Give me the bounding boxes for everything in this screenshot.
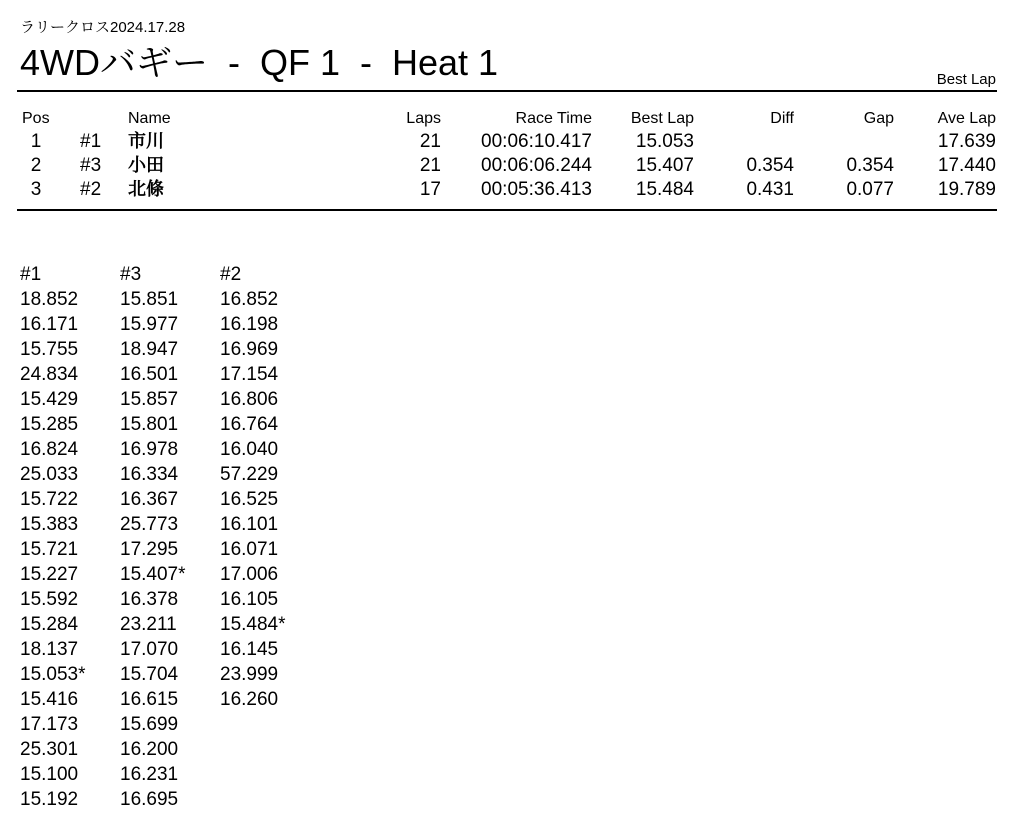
- lap-column: [120, 262, 220, 812]
- lap-column-car-number: #3: [120, 264, 142, 285]
- cell-race-time: 00:06:06.244: [481, 155, 592, 176]
- lap-time: 15.801: [120, 414, 179, 435]
- lap-time: 16.171: [20, 314, 79, 335]
- top-divider: [17, 90, 997, 92]
- lap-time: 15.285: [20, 414, 79, 435]
- cell-pos: 2: [30, 155, 42, 176]
- lap-time: 15.721: [20, 539, 79, 560]
- cell-laps: 17: [419, 179, 441, 200]
- cell-ave-lap: 19.789: [937, 179, 996, 200]
- col-header-best-lap: Best Lap: [630, 110, 694, 127]
- lap-time: 17.006: [220, 564, 279, 585]
- cell-laps: 21: [419, 131, 441, 152]
- lap-time: 17.295: [120, 539, 179, 560]
- lap-time: 16.198: [220, 314, 279, 335]
- table-row: [20, 130, 996, 154]
- lap-time: 15.755: [20, 339, 79, 360]
- lap-time: 16.501: [120, 364, 179, 385]
- lap-time: 17.173: [20, 714, 79, 735]
- lap-time: 25.033: [20, 464, 79, 485]
- cell-gap: 0.077: [846, 179, 894, 200]
- lap-time: 15.227: [20, 564, 79, 585]
- cell-race-time: 00:05:36.413: [481, 179, 592, 200]
- lap-time: 17.070: [120, 639, 179, 660]
- lap-time: 16.978: [120, 439, 179, 460]
- lap-time: 16.695: [120, 789, 179, 810]
- lap-time: 16.525: [220, 489, 279, 510]
- cell-car-number: #1: [80, 131, 102, 152]
- lap-time: 16.764: [220, 414, 279, 435]
- lap-time: 25.301: [20, 739, 79, 760]
- col-header-pos: Pos: [22, 110, 50, 127]
- lap-time: 16.378: [120, 589, 179, 610]
- lap-time: 15.857: [120, 389, 179, 410]
- lap-time: 15.484*: [220, 614, 286, 635]
- lap-time: 18.947: [120, 339, 179, 360]
- lap-time: 15.592: [20, 589, 79, 610]
- results-table: [20, 108, 996, 202]
- lap-time: 57.229: [220, 464, 279, 485]
- col-header-race-time: Race Time: [515, 110, 592, 127]
- results-header-row: [20, 108, 996, 130]
- lap-column: [20, 262, 120, 812]
- event-name: ラリークロス2024.17.28: [20, 19, 186, 36]
- cell-driver-name: 小田: [128, 155, 164, 176]
- lap-time: 15.722: [20, 489, 79, 510]
- lap-time: 18.852: [20, 289, 79, 310]
- lap-time: 15.053*: [20, 664, 86, 685]
- cell-laps: 21: [419, 155, 441, 176]
- table-row: [20, 154, 996, 178]
- lap-time: 17.154: [220, 364, 279, 385]
- lap-time: 24.834: [20, 364, 79, 385]
- lap-time: 15.192: [20, 789, 79, 810]
- cell-gap: 0.354: [846, 155, 894, 176]
- cell-diff: 0.354: [746, 155, 794, 176]
- cell-car-number: #2: [80, 179, 102, 200]
- cell-pos: 1: [30, 131, 42, 152]
- lap-column-car-number: #2: [220, 264, 242, 285]
- lap-column: [220, 262, 320, 712]
- col-header-gap: Gap: [863, 110, 894, 127]
- lap-time: 15.100: [20, 764, 79, 785]
- lap-time: 15.284: [20, 614, 79, 635]
- col-header-name: Name: [128, 110, 171, 127]
- lap-time: 16.852: [220, 289, 279, 310]
- lap-time: 16.806: [220, 389, 279, 410]
- best-lap-header-label: Best Lap: [936, 71, 996, 88]
- lap-time: 16.969: [220, 339, 279, 360]
- lap-time: 16.105: [220, 589, 279, 610]
- bottom-divider: [17, 209, 997, 211]
- lap-time: 15.851: [120, 289, 179, 310]
- lap-time: 16.101: [220, 514, 279, 535]
- page-title: 4WDバギー - QF 1 - Heat 1: [20, 42, 499, 83]
- lap-time: 23.999: [220, 664, 279, 685]
- col-header-ave-lap: Ave Lap: [937, 110, 996, 127]
- cell-ave-lap: 17.639: [937, 131, 996, 152]
- lap-column-car-number: #1: [20, 264, 42, 285]
- lap-time: 16.040: [220, 439, 279, 460]
- lap-time: 16.334: [120, 464, 179, 485]
- cell-best-lap: 15.407: [635, 155, 694, 176]
- lap-time: 25.773: [120, 514, 179, 535]
- lap-time: 23.211: [120, 614, 177, 635]
- lap-time: 15.383: [20, 514, 79, 535]
- lap-time: 15.699: [120, 714, 179, 735]
- col-header-diff: Diff: [770, 110, 794, 127]
- lap-time: 16.231: [120, 764, 179, 785]
- lap-time: 16.260: [220, 689, 279, 710]
- cell-race-time: 00:06:10.417: [481, 131, 592, 152]
- lap-time: 16.367: [120, 489, 179, 510]
- cell-pos: 3: [30, 179, 42, 200]
- table-row: [20, 178, 996, 202]
- cell-best-lap: 15.053: [635, 131, 694, 152]
- lap-time: 15.977: [120, 314, 179, 335]
- cell-driver-name: 北條: [128, 179, 164, 200]
- cell-diff: 0.431: [746, 179, 794, 200]
- lap-time: 15.407*: [120, 564, 186, 585]
- lap-time: 15.416: [20, 689, 79, 710]
- lap-time: 16.615: [120, 689, 179, 710]
- lap-time: 16.824: [20, 439, 79, 460]
- cell-driver-name: 市川: [128, 131, 164, 152]
- lap-time: 15.704: [120, 664, 179, 685]
- cell-ave-lap: 17.440: [937, 155, 996, 176]
- cell-car-number: #3: [80, 155, 102, 176]
- lap-time: 15.429: [20, 389, 79, 410]
- lap-time: 16.071: [220, 539, 279, 560]
- lap-time: 16.145: [220, 639, 279, 660]
- lap-time: 16.200: [120, 739, 179, 760]
- col-header-laps: Laps: [406, 110, 441, 127]
- cell-best-lap: 15.484: [635, 179, 694, 200]
- lap-time: 18.137: [20, 639, 79, 660]
